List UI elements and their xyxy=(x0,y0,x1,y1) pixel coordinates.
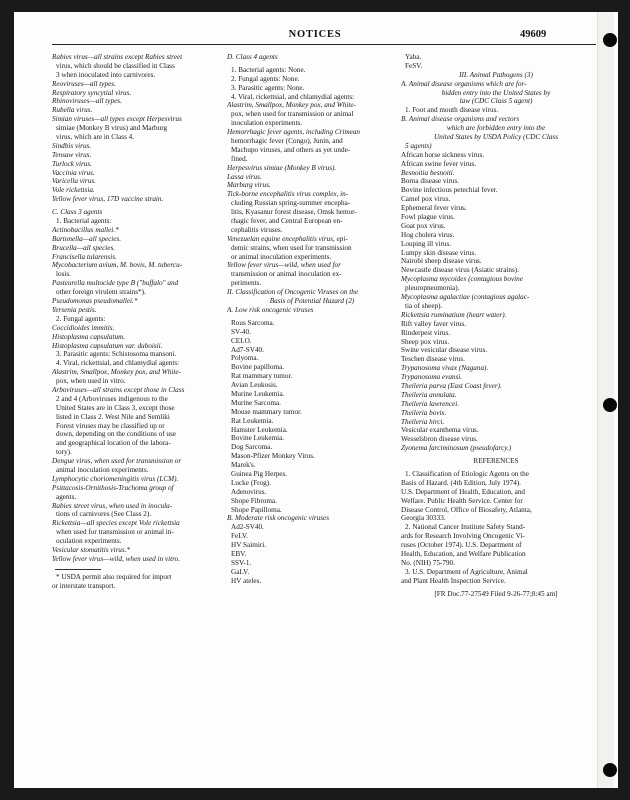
text-line: [FR Doc.77-27549 Filed 9-26-77;8:45 am] xyxy=(434,589,558,598)
text-line: Rabies street virus, when used in inocula- xyxy=(52,501,173,510)
text-line: Bovine papilloma. xyxy=(231,363,285,372)
text-line: Theileria annulata. xyxy=(401,390,457,399)
text-line: transmission or animal inoculation ex- xyxy=(231,270,342,279)
text-line: 1. Bacterial agents: xyxy=(56,217,112,226)
text-line: Pasteurella multocide type B ("buffalo" and xyxy=(52,279,179,288)
text-line: 2. National Cancer Institute Safety Stand- xyxy=(405,523,526,532)
text-line: * USDA permit also required for import xyxy=(56,572,172,581)
text-line: 4. Viral, rickettsial, and chlamydial agents: xyxy=(231,92,355,101)
text-line: and Plant Health Inspection Service. xyxy=(401,576,506,585)
text-line: Actinobacillus mallei.* xyxy=(52,225,119,234)
text-line: losis. xyxy=(56,270,71,279)
text-line: Theileria lawrencei. xyxy=(401,399,460,408)
text-line: Turlock virus. xyxy=(52,159,92,168)
text-line: Disease Control, Office of Biosafety, Atlanta, xyxy=(401,505,532,514)
text-line: Vesicular exanthema virus. xyxy=(401,426,479,435)
text-line: Tensaw virus. xyxy=(52,150,92,159)
text-line: fined. xyxy=(231,154,248,163)
text-line: Camel pox virus. xyxy=(401,195,451,204)
text-line: Vesicular stomatitis virus.* xyxy=(52,545,131,554)
text-line: African swine fever virus. xyxy=(401,159,477,168)
text-line: Rabies virus—all strains except Rabies street xyxy=(52,53,183,61)
text-line: Murine Sarcoma. xyxy=(231,398,281,407)
text-line: B. Animal disease organisms and vectors xyxy=(401,115,520,124)
text-line: 2. Fungal agents: xyxy=(56,314,106,323)
text-line: Zyonema farciminosum (pseudofarcy.) xyxy=(401,444,512,453)
text-line: pox, when used in vitro. xyxy=(56,377,126,386)
text-line: Ephemeral fever virus. xyxy=(401,204,467,213)
text-line: Lucke (Frog). xyxy=(231,478,271,487)
text-line: Histoplasma capsulatum. xyxy=(52,332,126,341)
text-line: inoculation experiments. xyxy=(231,119,303,128)
text-line: Adenovirus. xyxy=(231,487,267,496)
text-line: GaLV. xyxy=(231,567,250,576)
text-line: Rickettsia ruminatium (heart water). xyxy=(401,310,507,319)
text-line: Varicella virus. xyxy=(52,177,96,186)
text-line: Yaba. xyxy=(405,53,422,61)
text-line: Reoviruses—all types. xyxy=(52,79,116,88)
text-line: Shope Fibroma. xyxy=(231,496,277,505)
text-line: Hog cholera virus. xyxy=(401,230,455,239)
text-line: Hemorrhagic fever agents, including Crimean xyxy=(227,128,361,137)
text-line: Marburg virus. xyxy=(227,181,271,190)
text-line: 3 when inoculated into carnivores. xyxy=(56,70,156,79)
text-line: bidden entry into the United States by xyxy=(441,88,551,97)
text-line: Guinea Pig Herpes. xyxy=(231,469,288,478)
text-line: Tick-borne encephalitis virus complex, in- xyxy=(227,190,349,199)
text-line: and geographical location of the labora- xyxy=(56,439,171,448)
text-line: virus, which should be classified in Class xyxy=(56,61,175,70)
text-line: 2. Fungal agents: None. xyxy=(231,74,300,83)
text-line: Newcastle disease virus (Asiatic strains). xyxy=(401,266,519,275)
text-line: Bovine infectious petechial fever. xyxy=(401,186,498,195)
text-line: Herpesvirus simiae (Monkey B virus). xyxy=(227,163,337,172)
text-line: Theileria bovis. xyxy=(401,408,447,417)
text-line: Marek's. xyxy=(231,461,256,470)
text-line: Fowl plague virus. xyxy=(401,213,455,222)
text-line: 1. Classification of Etiologic Agents on the xyxy=(405,469,529,478)
punch-hole xyxy=(603,398,617,412)
text-line: SV-40. xyxy=(231,327,251,336)
text-line: tions of carnivores (See Class 2). xyxy=(56,510,152,519)
text-line: Nairobi sheep disease virus. xyxy=(401,257,482,266)
text-line: Yersenia pestis. xyxy=(52,305,97,314)
text-line: Bovine Leukemia. xyxy=(231,434,285,443)
page-number: 49609 xyxy=(520,29,547,40)
text-line: Bartonella—all species. xyxy=(52,234,122,243)
text-line: Ad2-SV40. xyxy=(231,523,264,532)
text-line: Trypanosoma evansi. xyxy=(401,373,463,382)
text-line: 1. Foot and mouth disease virus. xyxy=(405,106,499,115)
text-line: or animal inoculation experiments. xyxy=(231,252,332,261)
text-line: Avian Leukosis. xyxy=(231,381,278,390)
text-line: 4. Viral, rickettsial, and chlamydial agents: xyxy=(56,359,180,368)
text-line: 3. Parasitic agents: Schistosoma mansoni. xyxy=(56,350,177,359)
text-line: ruses (October 1974). U.S. Department of xyxy=(401,541,522,550)
text-line: Rat mammary tumor. xyxy=(231,372,293,381)
text-line: HV Saimiri. xyxy=(231,541,267,550)
text-column-2 xyxy=(227,53,397,586)
text-line: REFERENCES xyxy=(473,457,519,466)
text-line: which are forbidden entry into the xyxy=(446,124,546,133)
text-line: Rickettsia—all species except Vole rickettsia xyxy=(52,519,180,528)
text-line: Yellow fever virus—wild, when used in vitro. xyxy=(52,554,181,563)
text-line: Lymphocytic choriomeningitis virus (LCM). xyxy=(52,474,179,483)
text-line: Forest viruses may be classified up or xyxy=(56,421,165,430)
text-line: Polyoma. xyxy=(231,354,259,363)
text-line: listed in Class 2. West Nile and Semliki xyxy=(56,412,170,421)
text-line: Rift valley faver virus. xyxy=(401,319,467,328)
text-line: FeLV. xyxy=(231,532,248,541)
text-line: cephalitis viruses. xyxy=(231,225,283,234)
text-line: Borna disease virus. xyxy=(401,177,460,186)
text-line: EBV. xyxy=(231,549,247,558)
text-line: pleuropneumonia). xyxy=(405,284,460,293)
text-line: Dengue virus, when used for transmission or xyxy=(52,457,182,466)
text-line: Vaccinia virus. xyxy=(52,168,95,177)
text-line: Mycoplasma agalactiae (contagious agalac- xyxy=(401,293,530,302)
text-line: Coccidioides immitis. xyxy=(52,323,115,332)
text-line: C. Class 3 agents xyxy=(52,208,103,217)
text-line: Dog Sarcoma. xyxy=(231,443,273,452)
text-line: A. Animal disease organisms which are for- xyxy=(401,79,527,88)
text-line: Lumpy skin disease virus. xyxy=(401,248,477,257)
text-line: Yellow fever virus—wild, when used for xyxy=(227,261,341,270)
text-line: Wesselsbron disease virus. xyxy=(401,435,478,444)
text-line: litis, Kyasanur forest disease, Omsk hemor- xyxy=(231,208,357,217)
text-line: Hamster Leukemia. xyxy=(231,425,288,434)
text-line: Sindbis virus. xyxy=(52,141,92,150)
text-line: periments. xyxy=(231,279,262,288)
text-line: when used for transmission or animal in- xyxy=(56,528,174,537)
text-line: rhagic fever, and Central European en- xyxy=(231,217,343,226)
text-line: demic strains, when used for transmission xyxy=(231,243,352,252)
text-line: Vole rickettsia. xyxy=(52,186,95,195)
text-line: Mycoplasma mycoides (contagious bovine xyxy=(401,275,523,284)
text-line: Psittacosis-Ornithosis-Trachoma group of xyxy=(52,483,174,492)
text-line: Rat Leukemia. xyxy=(231,416,274,425)
page-header-title: NOTICES xyxy=(288,29,342,40)
text-line: Mycobacterium avium, M. bovis, M. tubercu- xyxy=(52,261,183,270)
text-line: Machupo viruses, and others as yet unde- xyxy=(231,145,351,154)
text-line: Mason-Pfizer Monkey Virus. xyxy=(231,452,315,461)
text-line: 2 and 4 (Arboviruses indigenous to the xyxy=(56,394,168,403)
text-line: A. Low risk oncogenic viruses xyxy=(227,305,314,314)
text-line: United States by USDA Policy (CDC Class xyxy=(433,133,559,142)
text-line: United States are in Class 3, except those xyxy=(56,403,175,412)
text-line: D. Class 4 agents xyxy=(227,53,278,61)
text-line: 3. Parasitic agents: None. xyxy=(231,83,305,92)
text-line: Rinderpest virus. xyxy=(401,328,451,337)
text-line: hemorrhagic fever (Congo), Junin, and xyxy=(231,137,343,146)
text-line: tia of sheep). xyxy=(405,301,443,310)
text-line: Rubella virus. xyxy=(52,106,93,115)
text-line: Ad7-SV40. xyxy=(231,345,264,354)
punch-hole xyxy=(603,33,617,47)
text-line: Arboviruses—all strains except those in Class xyxy=(52,385,185,394)
text-line: tory). xyxy=(56,448,72,457)
text-line: Trypanosoma vivax (Nagana). xyxy=(401,364,489,373)
text-column-1 xyxy=(52,53,222,591)
text-line: II. Classification of Oncogenic Viruses on the xyxy=(227,288,359,297)
punch-hole xyxy=(603,763,617,777)
text-line: Venezuelan equine encephalitis virus, epi- xyxy=(227,234,348,243)
text-line: Goat pox virus. xyxy=(401,221,446,230)
text-line: CELO. xyxy=(231,336,252,345)
text-line: Alastrim, Smallpox, Monkey pox, and White- xyxy=(227,101,356,110)
text-line: oculation experiments. xyxy=(56,537,122,546)
text-line: Louping ill virus. xyxy=(401,239,452,248)
text-line: FeSV. xyxy=(405,61,423,70)
text-line: law (CDC Class 5 agent) xyxy=(459,97,533,106)
text-line: No. (NIH) 75-790. xyxy=(401,558,455,567)
text-line: Yellow fever virus, 17D vaccine strain. xyxy=(52,195,164,204)
text-line: SSV-1. xyxy=(231,558,252,567)
text-line: simiae (Monkey B virus) and Marburg xyxy=(56,124,168,133)
text-line: pox, when used for transmission or animal xyxy=(231,110,354,119)
footnote-rule xyxy=(55,569,101,570)
text-line: Theileria hirci. xyxy=(401,417,445,426)
text-line: 1. Bacterial agents: None. xyxy=(231,65,306,74)
text-line: Alastrim, Smallpox, Monkey pox, and White- xyxy=(52,368,181,377)
text-line: Swine vesicular disease virus. xyxy=(401,346,488,355)
text-line: HV ateles. xyxy=(231,576,262,585)
text-line: Shope Papilloma. xyxy=(231,505,282,514)
text-line: Murine Leukemia. xyxy=(231,389,285,398)
text-line: Brucella—all species. xyxy=(52,243,116,252)
text-line: agents. xyxy=(56,492,77,501)
text-line: Pseudomonas pseudomallei.* xyxy=(52,297,138,306)
text-line: animal inoculation experiments. xyxy=(56,465,149,474)
text-column-3 xyxy=(401,53,591,598)
text-line: Sheep pox virus. xyxy=(401,337,450,346)
text-line: Rhinoviruses—all types. xyxy=(52,97,122,106)
text-line: Francisella tularensis. xyxy=(52,252,117,261)
text-line: Simian viruses—all types except Herpesvirus xyxy=(52,115,182,124)
text-line: U.S. Department of Health, Education, and xyxy=(401,487,525,496)
text-line: Basis of Potential Hazard (2) xyxy=(269,297,355,306)
text-line: Lassa virus. xyxy=(227,172,262,181)
text-line: 3. U.S. Department of Agriculture, Animal xyxy=(405,567,528,576)
text-line: B. Moderate risk oncogenic viruses xyxy=(227,514,329,523)
text-line: cluding Russian spring-summer encepha- xyxy=(231,199,351,208)
text-line: Theileria parva (East Coast fever). xyxy=(401,381,502,390)
text-line: or interstate transport. xyxy=(52,581,116,590)
text-line: 5 agents) xyxy=(405,141,432,150)
text-line: down, depending on the conditions of use xyxy=(56,430,176,439)
text-line: other foreign virulent strains*). xyxy=(56,288,146,297)
text-line: Mouse mammary tumor. xyxy=(231,407,302,416)
text-line: Rous Sarcoma. xyxy=(231,318,275,327)
text-line: Respiratory syncytial virus. xyxy=(52,88,132,97)
text-line: ards for Research Involving Oncogenic Vi- xyxy=(401,532,525,541)
text-line: III. Animal Pathogens (3) xyxy=(459,70,533,79)
text-line: Basis of Hazard. (4th Edition, July 1974). xyxy=(401,478,521,487)
header-rule xyxy=(52,44,596,45)
text-line: Georgia 30333. xyxy=(401,514,446,523)
text-line: Besnoitia besnoiti. xyxy=(401,168,455,177)
text-line: Health, Education, and Welfare Publication xyxy=(401,549,526,558)
text-line: virus, which are in Class 4. xyxy=(56,133,135,142)
text-line: Histoplasma capsulatum var. duboisii. xyxy=(52,341,163,350)
text-line: Welfare. Public Health Service. Center for xyxy=(401,496,523,505)
text-line: Teschen disease virus. xyxy=(401,355,465,364)
text-line: African horse sickness virus. xyxy=(401,150,485,159)
